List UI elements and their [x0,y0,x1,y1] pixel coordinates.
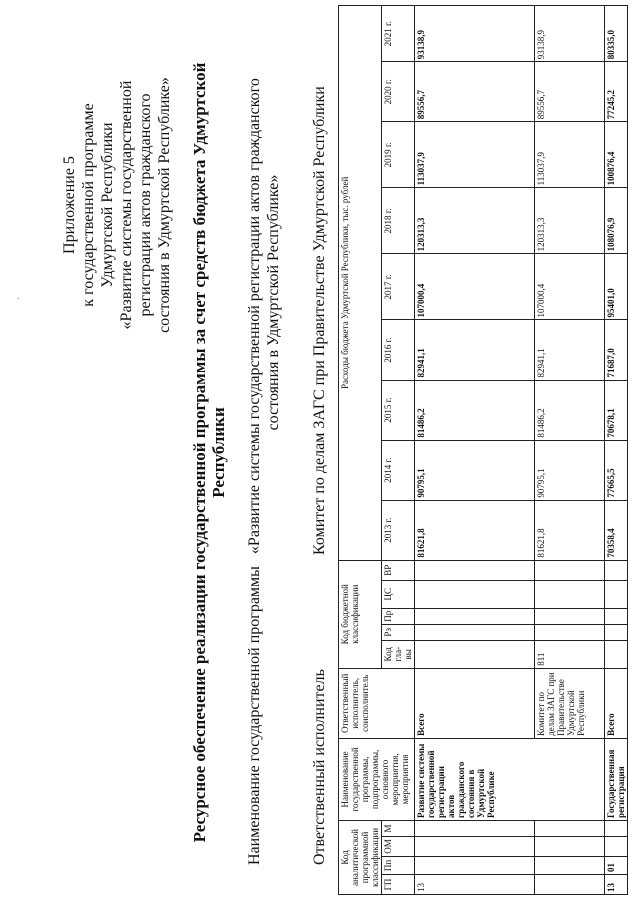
cell-value: 82941,1 [535,320,605,380]
cell-value: 93138,9 [415,6,535,62]
cell-executor: Комитет по делам ЗАГС при Правительстве Удмуртской Республики [535,668,605,738]
responsible-block [310,40,329,865]
appendix-line: состояния в Удмуртской Республике» [156,77,173,333]
cell-value: 107000,4 [535,254,605,320]
appendix-line: к государственной программе [80,103,97,307]
header-pr: Пр [382,608,415,624]
cell-m [415,820,535,836]
table-row [605,6,628,895]
cell-executor: Всего [415,668,535,738]
program-label: Наименование государственной программы [246,566,263,865]
cell-rz [415,624,535,640]
header-om: ОМ [382,836,415,856]
cell-rz [605,624,628,640]
cell-pr [415,608,535,624]
cell-pp [535,856,605,874]
document-title [190,40,228,865]
responsible-value: Комитет по делам ЗАГС при Правительстве Удмуртской Республики [311,86,328,555]
cell-vr [605,560,628,580]
cell-value: 95401,0 [605,254,628,320]
appendix-line: регистрации актов гражданского [137,93,154,317]
cell-value: 71687,0 [605,320,628,380]
header-year: 2021 г. [382,6,415,62]
cell-cs [415,580,535,608]
cell-value: 93138,9 [535,6,605,62]
cell-vr [415,560,535,580]
header-year: 2016 г. [382,320,415,380]
cell-value: 81486,2 [535,380,605,440]
cell-value: 77665,5 [605,440,628,500]
cell-cs [535,580,605,608]
cell-cs [605,580,628,608]
cell-value: 90795,1 [415,440,535,500]
cell-pr [605,608,628,624]
cell-gp [535,874,605,894]
header-budget-code: Код бюджетной классификации [339,560,382,668]
program-name-block [245,40,283,865]
cell-value: 89556,7 [535,62,605,122]
header-vr: ВР [382,560,415,580]
header-expenses: Расходы бюджета Удмуртской Республики, тыс. рублей [339,6,382,561]
appendix-line: Приложение 5 [61,156,78,254]
appendix-header [60,25,174,385]
cell-value: 81621,8 [535,500,605,560]
header-executor: Ответственный исполнитель, соисполнитель [339,668,415,738]
header-year: 2017 г. [382,254,415,320]
cell-value: 77245,2 [605,62,628,122]
cell-executor: Всего [605,668,628,738]
cell-om [605,836,628,856]
cell-value: 70678,1 [605,380,628,440]
header-m: М [382,820,415,836]
cell-value: 120313,3 [415,188,535,254]
header-year: 2014 г. [382,440,415,500]
header-name: Наименование государственной программы, подпрограммы, основного мероприятия, мероприятия [339,738,415,820]
cell-value: 81486,2 [415,380,535,440]
header-year: 2015 г. [382,380,415,440]
cell-value: 113037,9 [535,122,605,188]
resource-table [338,5,628,895]
cell-gp: 13 [605,874,628,894]
cell-value: 81621,8 [415,500,535,560]
cell-value: 120313,3 [535,188,605,254]
cell-value: 100876,4 [605,122,628,188]
header-kod: Код гла- вы [382,640,415,668]
program-value-cont: состояния в Удмуртской Республике» [265,174,282,431]
cell-om [535,836,605,856]
cell-m [535,820,605,836]
header-rz: Рз [382,624,415,640]
cell-kod [605,640,628,668]
header-year: 2013 г. [382,500,415,560]
cell-value: 90795,1 [535,440,605,500]
table-row [415,6,535,895]
cell-pp: 01 [605,856,628,874]
cell-kod [415,640,535,668]
header-cs: ЦС [382,580,415,608]
title-line: Ресурсное обеспечение реализации государственной программы за счет средств бюджета Удмуртской [190,62,209,843]
appendix-line: Удмуртской Республики [99,122,116,288]
appendix-line: «Развитие системы государственной [118,80,135,330]
cell-value: 107000,4 [415,254,535,320]
cell-pp [415,856,535,874]
header-analytic-code: Код аналитической программной классификации [339,820,382,894]
cell-value: 80335,0 [605,6,628,62]
cell-vr [535,560,605,580]
responsible-label: Ответственный исполнитель [311,669,328,865]
program-value: «Развитие системы государственной регистрации актов гражданского [246,78,263,555]
cell-name: Государственная регистрация [605,738,628,820]
header-gp: ГП [382,874,415,894]
cell-name: Развитие системы государственной регистрации актов гражданского состояния в Удмуртской Республике [415,738,605,820]
cell-value: 82941,1 [415,320,535,380]
cell-om [415,836,535,856]
cell-m [605,820,628,836]
scan-mark: · [14,296,25,300]
cell-gp: 13 [415,874,535,894]
title-line: Республики [209,407,228,498]
cell-value: 89556,7 [415,62,535,122]
cell-value: 70358,4 [605,500,628,560]
cell-pr [535,608,605,624]
header-pp: Пп [382,856,415,874]
cell-value: 108076,9 [605,188,628,254]
header-year: 2018 г. [382,188,415,254]
cell-rz [535,624,605,640]
header-row [339,6,382,895]
cell-value: 113037,9 [415,122,535,188]
header-year: 2019 г. [382,122,415,188]
cell-kod: 811 [535,640,605,668]
header-year: 2020 г. [382,62,415,122]
